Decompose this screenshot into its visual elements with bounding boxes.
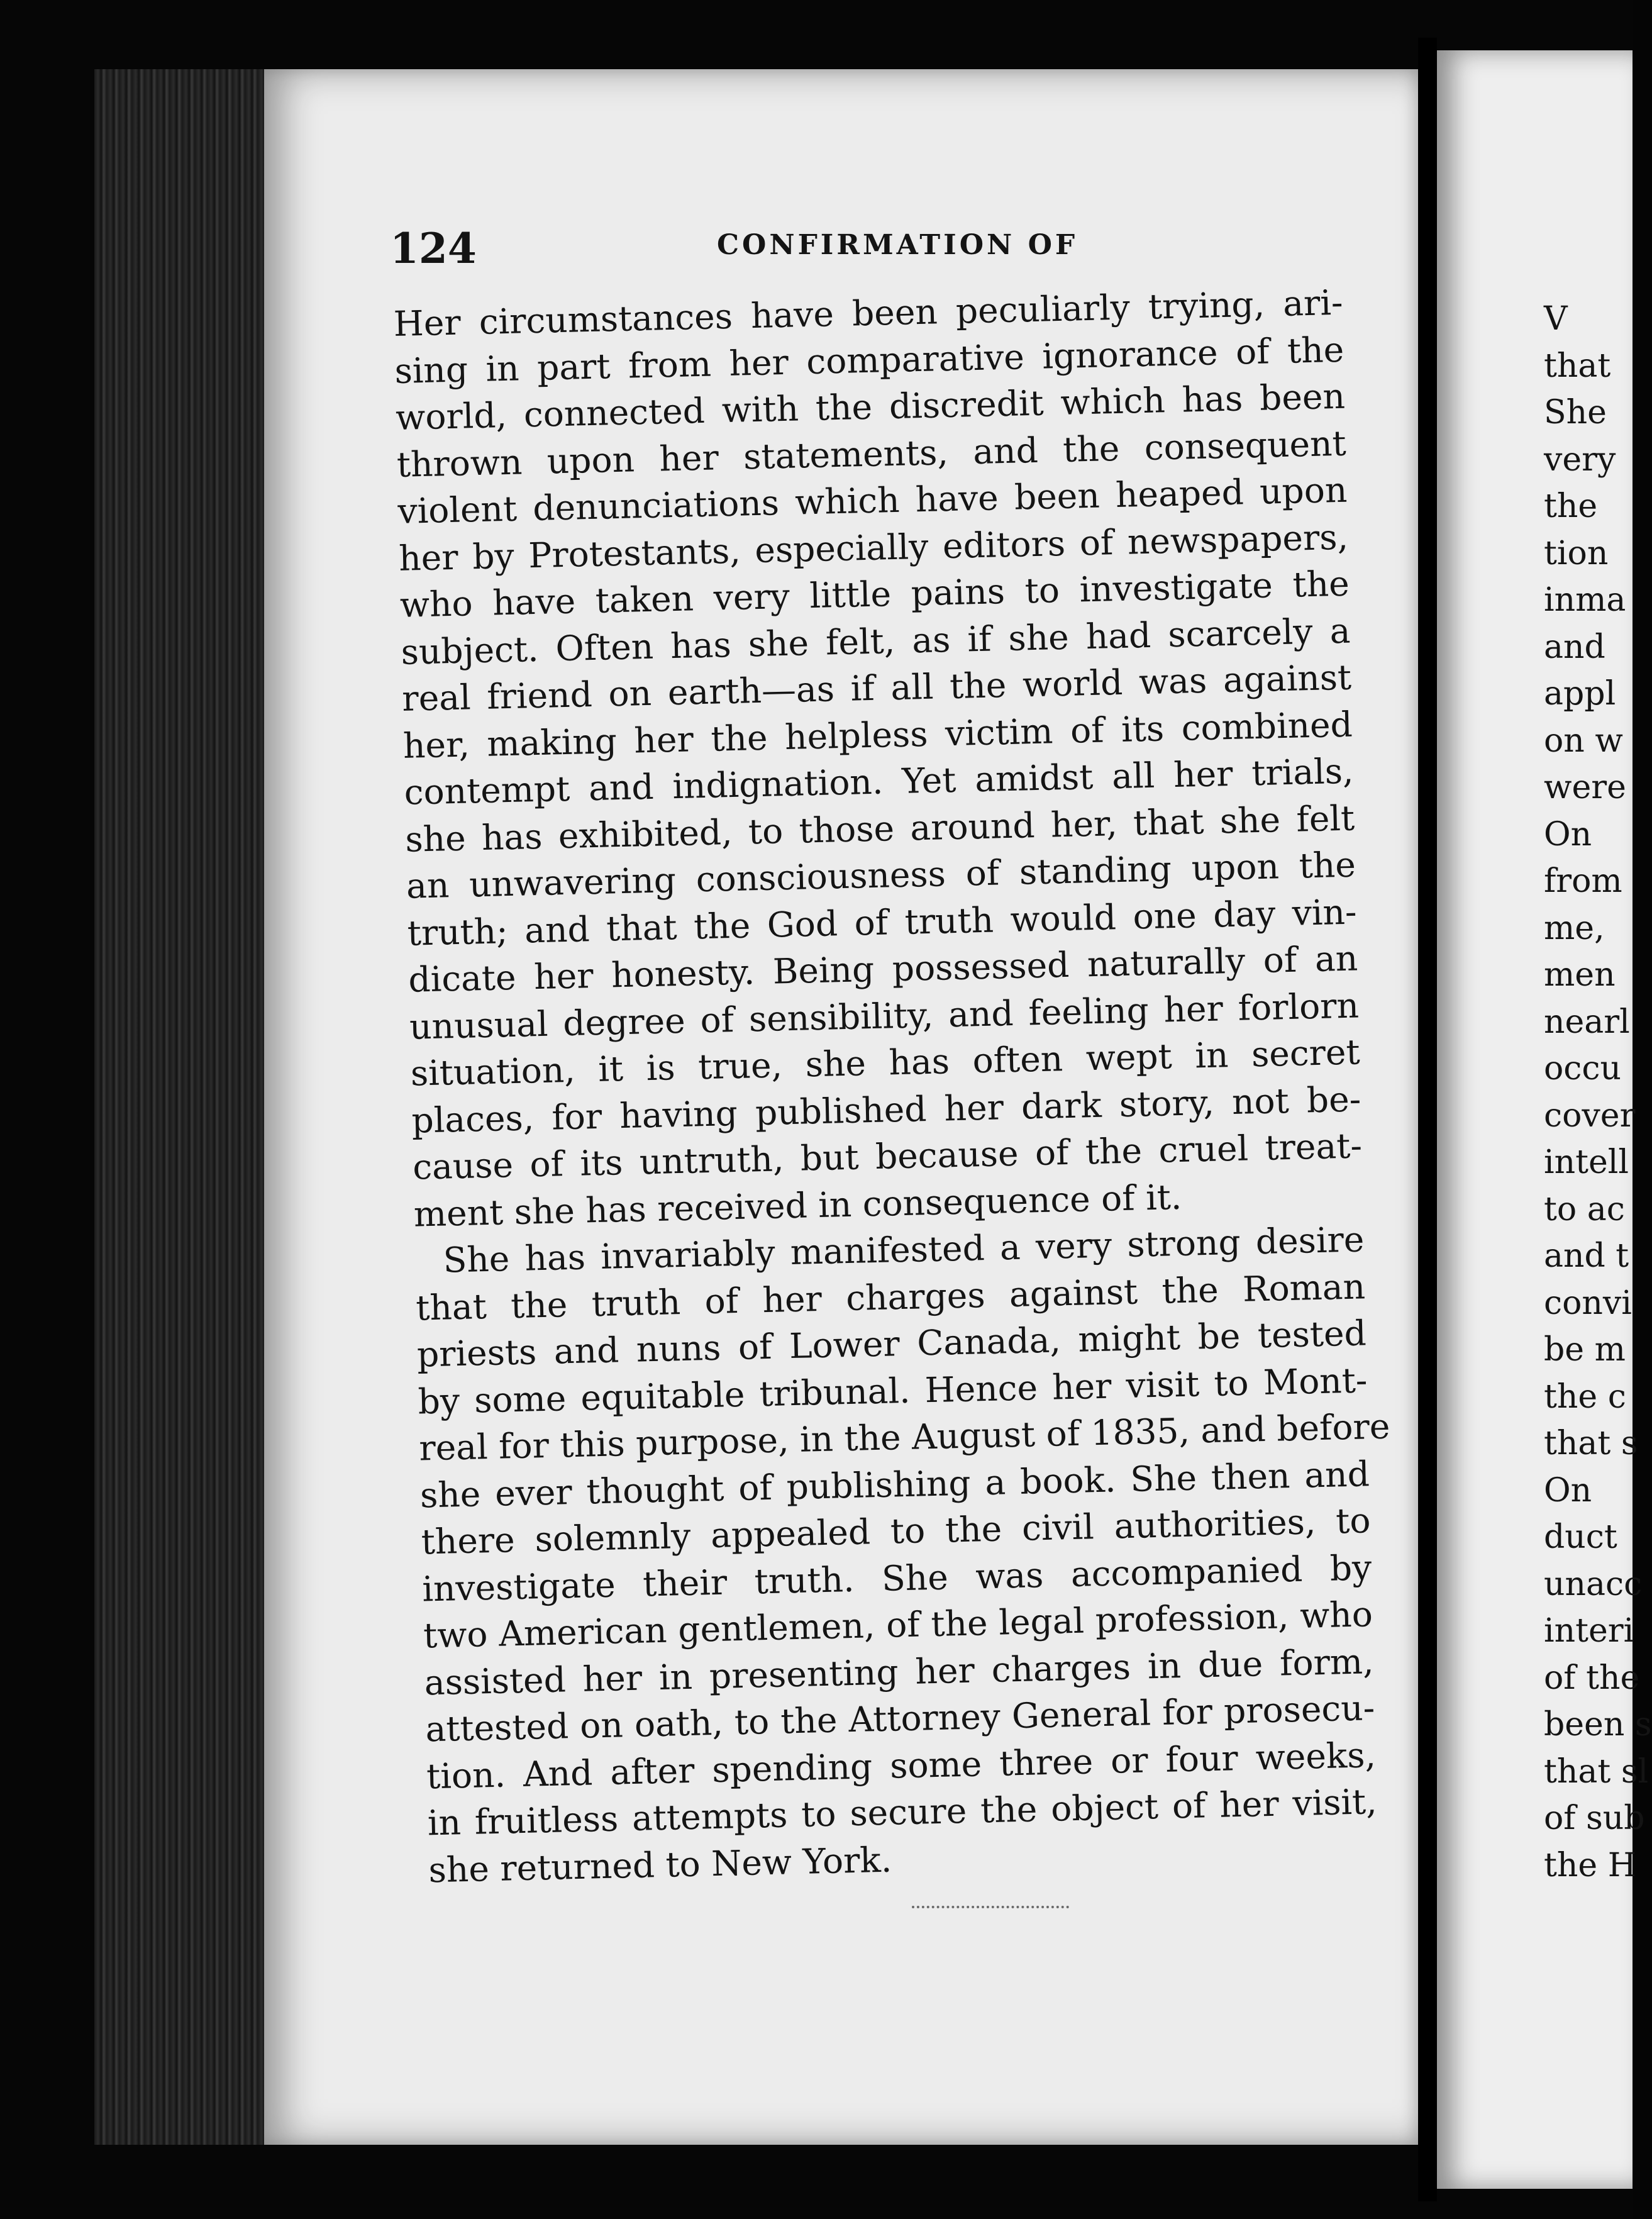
text-line: contempt and indignation. Yet amidst all her trials, (404, 750, 1355, 813)
right-page-line: inma (1544, 581, 1626, 619)
right-page-line: from (1544, 862, 1622, 900)
right-page-line: of the (1544, 1659, 1640, 1697)
text-line: attested on oath, to the Attorney General for prosecu- (424, 1688, 1375, 1750)
right-page-line: that (1544, 347, 1611, 385)
right-page-line: nearl (1544, 1003, 1630, 1041)
right-page-line: occu (1544, 1050, 1622, 1087)
right-page-line: V (1544, 300, 1568, 338)
text-line: investigate their truth. She was accompanied by (421, 1547, 1372, 1609)
right-page-line: intell (1544, 1143, 1629, 1181)
text-line: priests and nuns of Lower Canada, might be tested (416, 1313, 1367, 1375)
right-page-line: convi (1544, 1284, 1632, 1322)
text-line: world, connected with the discredit which has been (395, 375, 1346, 438)
text-line: tion. And after spending some three or four weeks, (426, 1734, 1377, 1796)
text-line: sing in part from her comparative ignorance of the (394, 329, 1344, 391)
text-line: thrown upon her statements, and the consequent (396, 423, 1347, 485)
text-line: real friend on earth—as if all the world was against (401, 657, 1352, 719)
book-spine (94, 69, 274, 2145)
right-page-line: unacc (1544, 1565, 1643, 1603)
text-line: her by Protestants, especially editors of newspapers, (398, 516, 1349, 579)
text-line: in fruitless attempts to secure the object of her visit, (427, 1781, 1378, 1844)
text-line: she has exhibited, to those around her, that she felt (404, 798, 1355, 860)
right-page-line: tion (1544, 534, 1609, 572)
right-page-text (1544, 296, 1652, 1889)
text-line: truth; and that the God of truth would one day vin- (407, 891, 1358, 954)
text-line: she ever thought of publishing a book. She then and (419, 1453, 1370, 1516)
right-page-line: of sub (1544, 1799, 1645, 1837)
text-line: ment she has received in consequence of it. (413, 1176, 1182, 1235)
right-page-line: the (1544, 487, 1598, 525)
text-line: dicate her honesty. Being possessed naturally of an (407, 938, 1358, 1000)
text-line: She has invariably manifested a very strong desire (442, 1219, 1365, 1281)
right-page-line: very (1544, 440, 1616, 479)
text-line: unusual degree of sensibility, and feeling her forlorn (409, 984, 1360, 1047)
right-page-line: me, (1544, 909, 1605, 947)
right-page-line: and (1544, 628, 1605, 666)
right-page-line: that s (1544, 1425, 1638, 1462)
text-line: she returned to New York. (428, 1839, 892, 1890)
right-page-line: were (1544, 769, 1626, 806)
text-line: places, for having published her dark story, not be- (411, 1078, 1361, 1141)
text-line: who have taken very little pains to investigate the (399, 563, 1350, 625)
right-page-line: On (1544, 1471, 1592, 1510)
right-page-line: be m (1544, 1331, 1626, 1369)
right-page-line: and t (1544, 1237, 1629, 1275)
right-page-line: to ac (1544, 1190, 1625, 1228)
text-line: situation, it is true, she has often wept in secret (410, 1032, 1361, 1094)
text-line: real for this purpose, in the August of 1835, and before (418, 1406, 1390, 1469)
text-line: Her circumstances have been peculiarly trying, ari- (393, 282, 1344, 344)
running-head (390, 220, 1333, 289)
text-line: cause of its untruth, but because of the cruel treat- (412, 1125, 1363, 1187)
text-line: two American gentlemen, of the legal profession, who (423, 1594, 1373, 1656)
right-page-line: the H (1544, 1846, 1637, 1884)
right-page-line: She (1544, 394, 1607, 431)
right-page-line: that sl (1544, 1752, 1649, 1791)
text-line: her, making her the helpless victim of its combined (402, 704, 1353, 766)
text-line: subject. Often has she felt, as if she had scarcely a (400, 610, 1351, 672)
page-gutter (1418, 38, 1437, 2201)
right-page-line: on w (1544, 721, 1623, 760)
right-page-line: been s (1544, 1706, 1652, 1744)
right-page-line: duct (1544, 1518, 1617, 1556)
right-page-line: appl (1544, 675, 1616, 713)
right-page-line: the c (1544, 1377, 1626, 1416)
right-page-line: cover (1544, 1096, 1636, 1135)
text-line: an unwavering consciousness of standing upon the (406, 844, 1356, 906)
right-page-line: On (1544, 815, 1592, 854)
text-line: there solemnly appealed to the civil authorities, to (421, 1500, 1372, 1562)
page-number: 124 (390, 224, 477, 273)
text-line: violent denunciations which have been heaped upon (397, 469, 1348, 531)
running-head-title: CONFIRMATION OF (717, 229, 1078, 261)
right-page-line: men (1544, 956, 1616, 994)
text-line: that the truth of her charges against the Roman (415, 1265, 1366, 1328)
right-page-line: interi (1544, 1612, 1634, 1650)
text-line: by some equitable tribunal. Hence her visit to Mont- (417, 1359, 1368, 1422)
body-text (393, 279, 1390, 1894)
text-line: assisted her in presenting her charges in due form, (424, 1640, 1375, 1703)
page-ornament (912, 1893, 1069, 1908)
